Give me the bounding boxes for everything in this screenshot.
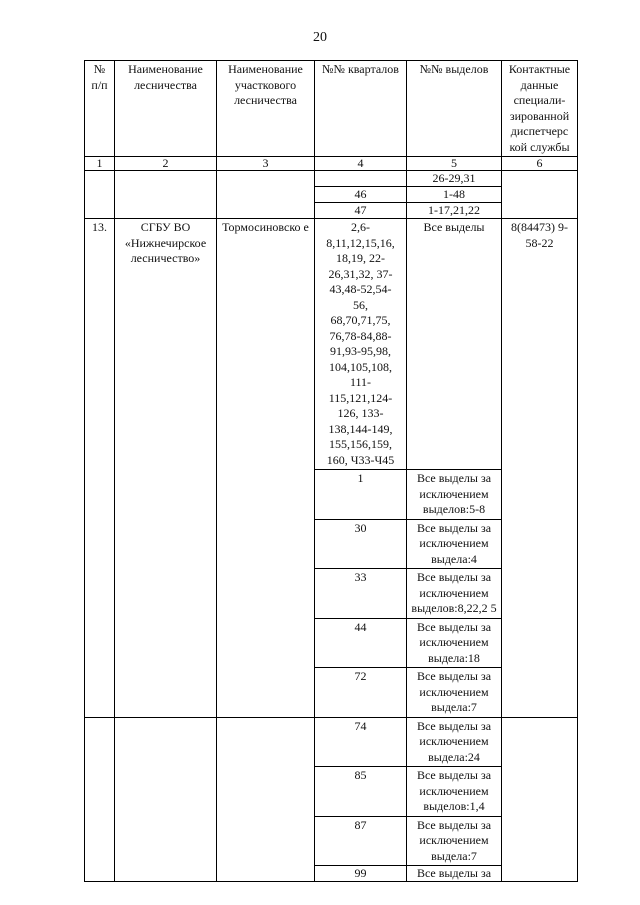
header-num: № п/п xyxy=(85,61,115,157)
header-forestry: Наименование лесничества xyxy=(115,61,217,157)
quarter-cell: 47 xyxy=(315,203,407,219)
quarter-cell: 74 xyxy=(315,717,407,767)
allotments-cell: Все выделы за исключением выдела:24 xyxy=(407,717,502,767)
forestry-name: СГБУ ВО «Нижнечирское лесничество» xyxy=(115,219,217,718)
quarter-cell: 87 xyxy=(315,816,407,866)
column-number: 6 xyxy=(502,157,578,171)
district-name: Тормосиновско е xyxy=(217,219,315,718)
allotments-cell: Все выделы за исключением выдела:7 xyxy=(407,668,502,718)
empty-cell xyxy=(502,717,578,882)
allotments-cell: Все выделы за xyxy=(407,866,502,882)
entry-number: 13. xyxy=(85,219,115,718)
quarter-cell: 72 xyxy=(315,668,407,718)
header-district: Наименование участкового лесничества xyxy=(217,61,315,157)
allotments-cell: 1-17,21,22 xyxy=(407,203,502,219)
quarter-cell: 46 xyxy=(315,187,407,203)
quarter-cell: 85 xyxy=(315,767,407,817)
empty-cell xyxy=(85,171,115,219)
column-number: 4 xyxy=(315,157,407,171)
allotments-cell: Все выделы xyxy=(407,219,502,470)
column-number: 1 xyxy=(85,157,115,171)
register-table xyxy=(84,60,578,882)
allotments-cell: Все выделы за исключением выделов:5-8 xyxy=(407,470,502,520)
allotments-cell: Все выделы за исключением выдела:7 xyxy=(407,816,502,866)
empty-cell xyxy=(217,171,315,219)
table-row xyxy=(85,717,578,767)
empty-cell xyxy=(85,717,115,882)
empty-cell xyxy=(502,171,578,219)
table-row xyxy=(85,171,578,187)
empty-cell xyxy=(115,717,217,882)
header-row xyxy=(85,61,578,157)
allotments-cell: Все выделы за исключением выделов:1,4 xyxy=(407,767,502,817)
page-number: 20 xyxy=(313,30,327,45)
column-numbers-row xyxy=(85,157,578,171)
allotments-cell: Все выделы за исключением выделов:8,22,2 5 xyxy=(407,569,502,619)
quarter-cell: 44 xyxy=(315,618,407,668)
quarter-cell xyxy=(315,171,407,187)
table-row xyxy=(85,219,578,470)
header-contacts: Контактные данные специали-зированной диспетчерс кой службы xyxy=(502,61,578,157)
contact-phone: 8(84473) 9-58-22 xyxy=(502,219,578,718)
quarter-cell: 99 xyxy=(315,866,407,882)
quarter-cell: 1 xyxy=(315,470,407,520)
empty-cell xyxy=(115,171,217,219)
allotments-cell: Все выделы за исключением выдела:4 xyxy=(407,519,502,569)
allotments-cell: 26-29,31 xyxy=(407,171,502,187)
header-quarters: №№ кварталов xyxy=(315,61,407,157)
allotments-cell: Все выделы за исключением выдела:18 xyxy=(407,618,502,668)
allotments-cell: 1-48 xyxy=(407,187,502,203)
empty-cell xyxy=(217,717,315,882)
quarter-cell: 33 xyxy=(315,569,407,619)
column-number: 2 xyxy=(115,157,217,171)
quarter-cell: 30 xyxy=(315,519,407,569)
header-allotments: №№ выделов xyxy=(407,61,502,157)
column-number: 5 xyxy=(407,157,502,171)
column-number: 3 xyxy=(217,157,315,171)
quarters-list: 2,6- 8,11,12,15,16, 18,19, 22- 26,31,32, 37- 43,48-52,54- 56, 68,70,71,75, 76,78-84,88- 91,93-95,98, 104,105,108, 111- 115,121,124- 126, 133- 138,144-149, 155,156,159, 160, Ч33-Ч45 xyxy=(315,219,407,470)
